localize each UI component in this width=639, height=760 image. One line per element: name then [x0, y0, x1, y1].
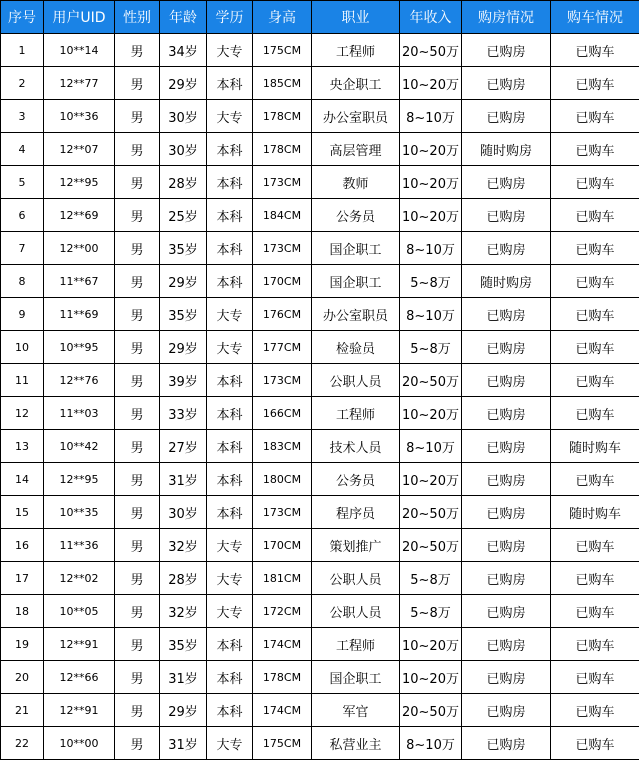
cell-income: 10~20万	[400, 166, 462, 199]
cell-height: 173CM	[253, 232, 312, 265]
table-row	[1, 562, 639, 595]
cell-index: 2	[1, 67, 44, 100]
cell-car: 已购车	[551, 463, 639, 496]
cell-car: 已购车	[551, 199, 639, 232]
cell-income: 8~10万	[400, 430, 462, 463]
cell-occupation: 技术人员	[312, 430, 400, 463]
cell-uid: 10**35	[44, 496, 115, 529]
cell-uid: 11**03	[44, 397, 115, 430]
cell-house: 已购房	[462, 562, 551, 595]
cell-income: 10~20万	[400, 661, 462, 694]
cell-index: 10	[1, 331, 44, 364]
cell-occupation: 工程师	[312, 34, 400, 67]
cell-gender: 男	[115, 694, 160, 727]
cell-education: 大专	[207, 727, 253, 760]
header-row	[1, 1, 639, 34]
cell-income: 5~8万	[400, 562, 462, 595]
cell-gender: 男	[115, 430, 160, 463]
cell-house: 已购房	[462, 364, 551, 397]
header-index: 序号	[1, 1, 44, 34]
table-row	[1, 265, 639, 298]
cell-uid: 12**07	[44, 133, 115, 166]
cell-income: 5~8万	[400, 265, 462, 298]
cell-occupation: 教师	[312, 166, 400, 199]
cell-car: 已购车	[551, 100, 639, 133]
cell-gender: 男	[115, 199, 160, 232]
cell-height: 166CM	[253, 397, 312, 430]
cell-age: 33岁	[160, 397, 207, 430]
cell-house: 已购房	[462, 529, 551, 562]
cell-education: 本科	[207, 397, 253, 430]
table-row	[1, 331, 639, 364]
cell-height: 180CM	[253, 463, 312, 496]
cell-index: 6	[1, 199, 44, 232]
cell-age: 29岁	[160, 265, 207, 298]
cell-uid: 12**95	[44, 166, 115, 199]
header-age: 年龄	[160, 1, 207, 34]
cell-gender: 男	[115, 232, 160, 265]
cell-gender: 男	[115, 298, 160, 331]
cell-house: 已购房	[462, 100, 551, 133]
cell-age: 31岁	[160, 661, 207, 694]
cell-education: 本科	[207, 496, 253, 529]
cell-house: 已购房	[462, 34, 551, 67]
cell-height: 183CM	[253, 430, 312, 463]
cell-gender: 男	[115, 133, 160, 166]
cell-house: 已购房	[462, 628, 551, 661]
cell-house: 已购房	[462, 694, 551, 727]
cell-education: 本科	[207, 265, 253, 298]
cell-house: 已购房	[462, 232, 551, 265]
cell-index: 18	[1, 595, 44, 628]
cell-occupation: 国企职工	[312, 661, 400, 694]
cell-income: 10~20万	[400, 199, 462, 232]
cell-education: 大专	[207, 34, 253, 67]
cell-car: 随时购车	[551, 430, 639, 463]
header-gender: 性别	[115, 1, 160, 34]
cell-index: 16	[1, 529, 44, 562]
cell-uid: 12**76	[44, 364, 115, 397]
cell-gender: 男	[115, 100, 160, 133]
cell-car: 已购车	[551, 265, 639, 298]
cell-income: 20~50万	[400, 364, 462, 397]
cell-uid: 12**77	[44, 67, 115, 100]
cell-height: 177CM	[253, 331, 312, 364]
table-row	[1, 727, 639, 760]
cell-gender: 男	[115, 397, 160, 430]
cell-car: 已购车	[551, 727, 639, 760]
table-row	[1, 166, 639, 199]
cell-uid: 11**67	[44, 265, 115, 298]
cell-income: 20~50万	[400, 529, 462, 562]
table-row	[1, 496, 639, 529]
cell-age: 32岁	[160, 529, 207, 562]
cell-gender: 男	[115, 529, 160, 562]
cell-uid: 10**00	[44, 727, 115, 760]
cell-uid: 10**05	[44, 595, 115, 628]
table-row	[1, 661, 639, 694]
cell-height: 170CM	[253, 265, 312, 298]
cell-education: 本科	[207, 232, 253, 265]
cell-income: 20~50万	[400, 496, 462, 529]
cell-index: 7	[1, 232, 44, 265]
cell-education: 大专	[207, 100, 253, 133]
cell-gender: 男	[115, 496, 160, 529]
cell-house: 已购房	[462, 463, 551, 496]
cell-education: 本科	[207, 67, 253, 100]
cell-uid: 10**14	[44, 34, 115, 67]
cell-occupation: 高层管理	[312, 133, 400, 166]
header-house: 购房情况	[462, 1, 551, 34]
cell-occupation: 军官	[312, 694, 400, 727]
cell-age: 28岁	[160, 166, 207, 199]
table-row	[1, 430, 639, 463]
cell-education: 本科	[207, 694, 253, 727]
cell-height: 178CM	[253, 661, 312, 694]
cell-occupation: 公职人员	[312, 364, 400, 397]
cell-age: 31岁	[160, 727, 207, 760]
cell-height: 175CM	[253, 34, 312, 67]
table-row	[1, 100, 639, 133]
cell-index: 22	[1, 727, 44, 760]
cell-index: 1	[1, 34, 44, 67]
cell-index: 14	[1, 463, 44, 496]
cell-education: 本科	[207, 628, 253, 661]
table-body	[1, 34, 639, 760]
cell-height: 185CM	[253, 67, 312, 100]
cell-car: 已购车	[551, 133, 639, 166]
cell-index: 4	[1, 133, 44, 166]
cell-occupation: 策划推广	[312, 529, 400, 562]
cell-age: 35岁	[160, 628, 207, 661]
cell-education: 本科	[207, 166, 253, 199]
cell-car: 已购车	[551, 595, 639, 628]
cell-index: 19	[1, 628, 44, 661]
cell-car: 已购车	[551, 67, 639, 100]
cell-uid: 12**00	[44, 232, 115, 265]
cell-occupation: 办公室职员	[312, 298, 400, 331]
cell-height: 170CM	[253, 529, 312, 562]
cell-occupation: 私营业主	[312, 727, 400, 760]
table-row	[1, 694, 639, 727]
cell-income: 8~10万	[400, 298, 462, 331]
table-row	[1, 133, 639, 166]
cell-gender: 男	[115, 463, 160, 496]
cell-income: 5~8万	[400, 331, 462, 364]
cell-uid: 12**66	[44, 661, 115, 694]
cell-education: 本科	[207, 430, 253, 463]
cell-occupation: 国企职工	[312, 232, 400, 265]
cell-car: 已购车	[551, 166, 639, 199]
cell-car: 已购车	[551, 694, 639, 727]
cell-age: 35岁	[160, 232, 207, 265]
cell-occupation: 公务员	[312, 463, 400, 496]
cell-house: 已购房	[462, 430, 551, 463]
cell-uid: 10**36	[44, 100, 115, 133]
cell-occupation: 公务员	[312, 199, 400, 232]
cell-age: 31岁	[160, 463, 207, 496]
cell-income: 20~50万	[400, 694, 462, 727]
cell-education: 大专	[207, 595, 253, 628]
cell-education: 大专	[207, 298, 253, 331]
cell-car: 随时购车	[551, 496, 639, 529]
cell-car: 已购车	[551, 331, 639, 364]
cell-height: 178CM	[253, 100, 312, 133]
cell-gender: 男	[115, 364, 160, 397]
cell-income: 10~20万	[400, 133, 462, 166]
cell-height: 174CM	[253, 694, 312, 727]
cell-income: 10~20万	[400, 628, 462, 661]
cell-index: 13	[1, 430, 44, 463]
header-uid: 用户UID	[44, 1, 115, 34]
cell-income: 8~10万	[400, 100, 462, 133]
cell-education: 本科	[207, 463, 253, 496]
header-height: 身高	[253, 1, 312, 34]
table-row	[1, 529, 639, 562]
cell-age: 35岁	[160, 298, 207, 331]
cell-index: 17	[1, 562, 44, 595]
header-car: 购车情况	[551, 1, 639, 34]
cell-occupation: 公职人员	[312, 595, 400, 628]
cell-age: 25岁	[160, 199, 207, 232]
cell-income: 10~20万	[400, 463, 462, 496]
cell-height: 181CM	[253, 562, 312, 595]
cell-gender: 男	[115, 34, 160, 67]
cell-car: 已购车	[551, 298, 639, 331]
cell-uid: 12**69	[44, 199, 115, 232]
cell-gender: 男	[115, 628, 160, 661]
cell-height: 173CM	[253, 496, 312, 529]
cell-index: 3	[1, 100, 44, 133]
cell-car: 已购车	[551, 628, 639, 661]
cell-gender: 男	[115, 331, 160, 364]
table-row	[1, 595, 639, 628]
cell-occupation: 检验员	[312, 331, 400, 364]
cell-uid: 12**91	[44, 628, 115, 661]
cell-education: 本科	[207, 364, 253, 397]
cell-income: 10~20万	[400, 67, 462, 100]
cell-uid: 12**02	[44, 562, 115, 595]
cell-occupation: 央企职工	[312, 67, 400, 100]
cell-house: 已购房	[462, 166, 551, 199]
cell-age: 28岁	[160, 562, 207, 595]
cell-height: 174CM	[253, 628, 312, 661]
cell-age: 39岁	[160, 364, 207, 397]
cell-age: 30岁	[160, 100, 207, 133]
cell-index: 11	[1, 364, 44, 397]
cell-uid: 10**95	[44, 331, 115, 364]
table-row	[1, 199, 639, 232]
cell-index: 21	[1, 694, 44, 727]
cell-gender: 男	[115, 67, 160, 100]
cell-occupation: 办公室职员	[312, 100, 400, 133]
table-row	[1, 232, 639, 265]
cell-income: 8~10万	[400, 727, 462, 760]
cell-house: 已购房	[462, 397, 551, 430]
cell-occupation: 公职人员	[312, 562, 400, 595]
cell-height: 172CM	[253, 595, 312, 628]
table-row	[1, 463, 639, 496]
table-row	[1, 628, 639, 661]
cell-occupation: 程序员	[312, 496, 400, 529]
cell-age: 29岁	[160, 694, 207, 727]
cell-education: 本科	[207, 199, 253, 232]
cell-uid: 11**69	[44, 298, 115, 331]
cell-index: 5	[1, 166, 44, 199]
cell-gender: 男	[115, 265, 160, 298]
cell-height: 175CM	[253, 727, 312, 760]
cell-index: 8	[1, 265, 44, 298]
cell-house: 随时购房	[462, 265, 551, 298]
cell-car: 已购车	[551, 661, 639, 694]
header-occupation: 职业	[312, 1, 400, 34]
cell-age: 27岁	[160, 430, 207, 463]
cell-education: 本科	[207, 133, 253, 166]
cell-index: 12	[1, 397, 44, 430]
cell-height: 178CM	[253, 133, 312, 166]
cell-age: 29岁	[160, 67, 207, 100]
cell-uid: 12**95	[44, 463, 115, 496]
cell-gender: 男	[115, 661, 160, 694]
cell-income: 5~8万	[400, 595, 462, 628]
cell-age: 34岁	[160, 34, 207, 67]
cell-house: 已购房	[462, 595, 551, 628]
cell-height: 173CM	[253, 364, 312, 397]
cell-income: 10~20万	[400, 397, 462, 430]
cell-gender: 男	[115, 595, 160, 628]
cell-house: 已购房	[462, 199, 551, 232]
cell-gender: 男	[115, 562, 160, 595]
cell-age: 29岁	[160, 331, 207, 364]
cell-house: 已购房	[462, 661, 551, 694]
cell-education: 大专	[207, 562, 253, 595]
header-education: 学历	[207, 1, 253, 34]
cell-index: 15	[1, 496, 44, 529]
cell-house: 随时购房	[462, 133, 551, 166]
cell-gender: 男	[115, 166, 160, 199]
header-income: 年收入	[400, 1, 462, 34]
cell-house: 已购房	[462, 496, 551, 529]
cell-education: 本科	[207, 661, 253, 694]
cell-occupation: 工程师	[312, 628, 400, 661]
cell-age: 30岁	[160, 133, 207, 166]
cell-car: 已购车	[551, 232, 639, 265]
cell-car: 已购车	[551, 529, 639, 562]
cell-age: 30岁	[160, 496, 207, 529]
table-row	[1, 298, 639, 331]
cell-index: 9	[1, 298, 44, 331]
cell-car: 已购车	[551, 34, 639, 67]
cell-education: 大专	[207, 529, 253, 562]
cell-uid: 10**42	[44, 430, 115, 463]
cell-income: 20~50万	[400, 34, 462, 67]
cell-house: 已购房	[462, 727, 551, 760]
cell-car: 已购车	[551, 364, 639, 397]
cell-house: 已购房	[462, 298, 551, 331]
cell-education: 大专	[207, 331, 253, 364]
cell-height: 173CM	[253, 166, 312, 199]
cell-index: 20	[1, 661, 44, 694]
cell-car: 已购车	[551, 397, 639, 430]
table-row	[1, 397, 639, 430]
cell-occupation: 国企职工	[312, 265, 400, 298]
cell-uid: 11**36	[44, 529, 115, 562]
table-row	[1, 34, 639, 67]
cell-height: 184CM	[253, 199, 312, 232]
cell-house: 已购房	[462, 331, 551, 364]
table-row	[1, 364, 639, 397]
cell-house: 已购房	[462, 67, 551, 100]
cell-income: 8~10万	[400, 232, 462, 265]
cell-car: 已购车	[551, 562, 639, 595]
cell-occupation: 工程师	[312, 397, 400, 430]
table-row	[1, 67, 639, 100]
cell-gender: 男	[115, 727, 160, 760]
cell-uid: 12**91	[44, 694, 115, 727]
cell-age: 32岁	[160, 595, 207, 628]
cell-height: 176CM	[253, 298, 312, 331]
